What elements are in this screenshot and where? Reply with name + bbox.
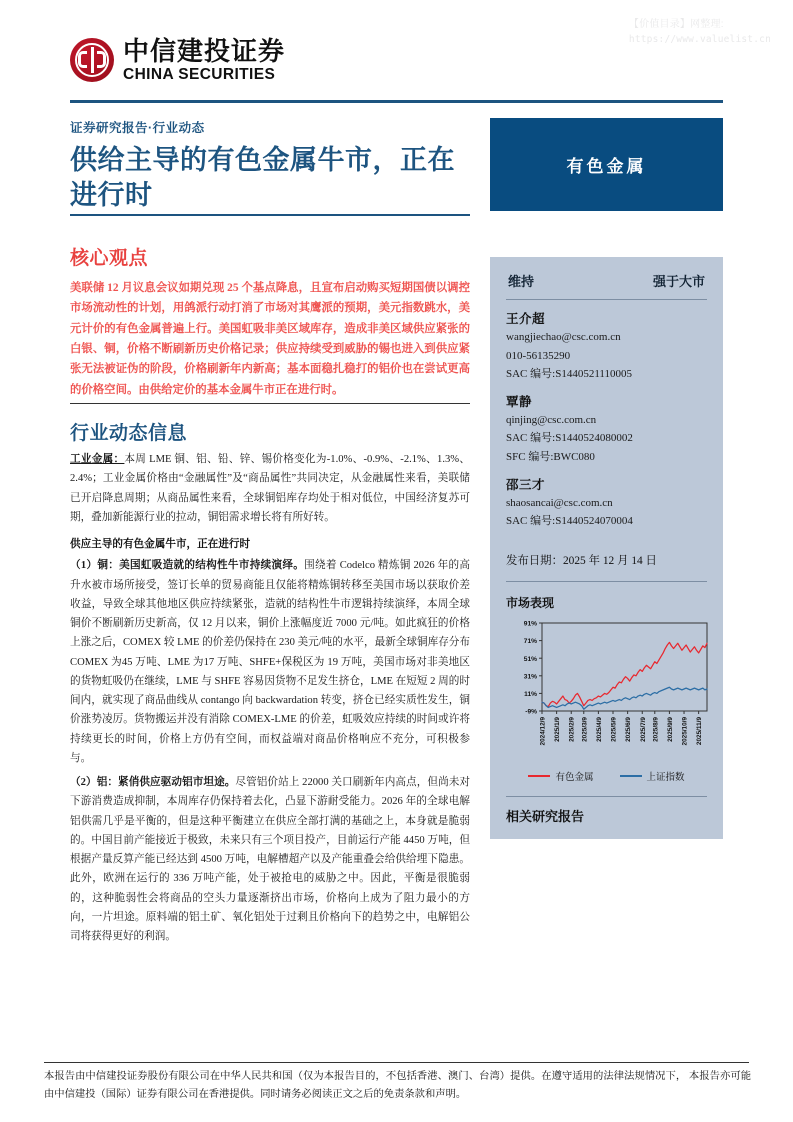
svg-text:2025/7/9: 2025/7/9 — [639, 716, 647, 742]
svg-text:2025/4/9: 2025/4/9 — [595, 716, 603, 742]
analyst-phone: 010-56135290 — [506, 349, 571, 362]
rating-row — [506, 267, 707, 299]
svg-text:2025/6/9: 2025/6/9 — [625, 716, 633, 742]
aluminum-paragraph — [70, 773, 470, 946]
footer-disclaimer — [44, 1068, 751, 1103]
legend-label-0: 有色金属 — [555, 771, 594, 783]
watermark-line-2: https://www.valuelist.cn — [628, 33, 771, 45]
panel-divider-3 — [506, 796, 707, 797]
market-performance-title: 市场表现 — [506, 595, 555, 610]
svg-text:2025/1/9: 2025/1/9 — [554, 716, 562, 742]
report-kicker: 证券研究报告·行业动态 — [70, 121, 205, 135]
copper-text: 围绕着 Codelco 精炼铜 2026 年的高升水被市场所接受，签订长单的贸易商能且仅能将精炼铜转移至美国市场以获取价差收益，导致全球其他地区供应持续紧张，造就的结构性牛市逻辑持续演绎，本周全球铜价不断刷新历史新高，仅 12 月以来，铜价上涨幅度近 7000 元/吨。如此疯狂的价格上涨之后，COMEX 较 LME 的价差仍保持在 230 美元/吨的水平，最新全球铜库存分布 COMEX 为45 万吨、LME 为17 万吨、SHFE+保税区为 19 万吨，美国市场对非美地区的货物虹吸仍在继续，LME 与 SHFE 容易因货物不足发生挤仓，LME 在短短 2 周的时间内，就实现了商品曲线从 contango 向 backwardation 转变，挤仓已经实质性发生，铜价涨势凌厉。货物搬运并没有消除 COMEX-LME 的价差，虹吸效应持续的时间或许将持续更长的时间，价格上方仍有空间，而权益端对商品价格响应不充分，可积极参与。 — [70, 560, 470, 764]
aluminum-lead: （2）铝：紧俏供应驱动铝市坦途。 — [70, 777, 236, 789]
panel-divider-2 — [506, 581, 707, 582]
svg-text:2025/5/9: 2025/5/9 — [610, 716, 618, 742]
analyst-block — [506, 392, 707, 466]
sidebar-column — [490, 118, 723, 839]
rating-action: 维持 — [508, 274, 535, 289]
svg-text:11%: 11% — [524, 690, 537, 698]
analyst-sac: SAC 编号:S1440521110005 — [506, 368, 633, 381]
copper-lead: （1）铜：美国虹吸造就的结构性牛市持续演绎。 — [70, 560, 305, 572]
svg-text:91%: 91% — [523, 620, 537, 628]
watermark — [629, 18, 771, 46]
related-reports-title: 相关研究报告 — [506, 808, 585, 824]
footer-line-2: 本报告亦可能由中信建投（国际）证券有限公司在香港提供。同时请务必阅读正文之后的免责条款和声明。 — [44, 1071, 751, 1100]
industrial-metals-text: 本周 LME 铜、铝、铅、锌、锡价格变化为-1.0%、-0.9%、-2.1%、1.3%、2.4%；工业金属价格由“金融属性”及“商品属性”共同决定，从金融属性来看，美联储已开启降息周期；从商品属性来看，全球铜铝库存均处于相对低位，中国经济复苏可期，叠加新能源行业的拉动，铜铝需求增长将有所好转。 — [70, 454, 471, 523]
analyst-block — [506, 475, 707, 530]
page-title: 供给主导的有色金属牛市，正在进行时 — [70, 145, 455, 210]
company-logo — [70, 38, 285, 83]
footer-line-1: 本报告由中信建投证券股份有限公司在中华人民共和国（仅为本报告目的，不包括香港、澳门、台湾）提供。在遵守适用的法律法规情况下， — [44, 1071, 687, 1082]
analyst-name: 邵三才 — [506, 477, 546, 492]
publish-date-value: 2025 年 12 月 14 日 — [562, 554, 657, 567]
core-view-body: 美联储 12 月议息会议如期兑现 25 个基点降息，且宣布启动购买短期国债以调控市场流动性的计划，用鸽派行动打消了市场对其鹰派的预期，美元指数跳水，美元计价的有色金属普遍上行。美国虹吸非美区域库存，造成非美区域供应紧张的白银、铜，价格不断刷新历史价格记录；供应持续受到威胁的锡也进入到供应紧张无法被证伪的阶段，价格刷新年内新高；基本面稳扎稳打的铝价也在尝试更高的价格空间。由供给定价的基本金属牛市正在进行时。 — [70, 282, 470, 396]
analyst-email[interactable]: wangjiechao@csc.com.cn — [506, 331, 621, 343]
chart-legend — [506, 769, 707, 783]
market-performance-chart — [506, 617, 707, 767]
industrial-metals-paragraph — [70, 450, 470, 527]
analyst-sfc: SFC 编号:BWC080 — [506, 451, 595, 464]
svg-text:2025/10/9: 2025/10/9 — [681, 716, 689, 746]
supply-led-subheading: 供应主导的有色金属牛市，正在进行时 — [70, 539, 251, 551]
industry-news-heading: 行业动态信息 — [70, 423, 188, 445]
svg-text:2025/2/9: 2025/2/9 — [568, 716, 576, 742]
svg-text:2025/9/9: 2025/9/9 — [666, 716, 674, 742]
legend-item-0 — [528, 769, 593, 783]
aluminum-text: 尽管铝价站上 22000 关口刷新年内高点，但尚未对下游消费造成抑制，本周库存仍保持着去化，凸显下游耐受能力。2026 年的全球电解铝供需几乎是平衡的，但是这种平衡建立在供应全部打满的基础之上，本身就是脆弱的。中国目前产能接近于极致，未来只有三个项目投产，目前运行产能 4450 万吨，但根据产量反算产能已经达到 4500 万吨，电解槽超产以及产能重叠会给供给埋下隐患。此外，欧洲在运行的 336 万吨产能，处于被抢电的威胁之中。因此，平衡是很脆弱的，这种脆弱性会将商品的空头力量逐渐挤出市场，价格向上成为了阻力最小的方向，一片坦途。原料端的铝土矿、氧化铝处于过剩且价格向下的趋势之中，电解铝公司将获得更好的利润。 — [70, 777, 471, 943]
svg-text:71%: 71% — [523, 638, 537, 646]
title-divider — [70, 214, 470, 216]
watermark-line-1: 【价值目录】网整理: — [628, 19, 724, 30]
analyst-name: 覃静 — [506, 394, 533, 409]
publish-date — [506, 552, 707, 568]
analyst-sac: SAC 编号:S1440524070004 — [506, 515, 633, 528]
core-view-divider — [70, 403, 470, 404]
performance-line-chart — [506, 617, 711, 769]
header-divider — [70, 100, 723, 103]
sector-banner: 有色金属 — [490, 118, 723, 211]
svg-text:-9%: -9% — [525, 708, 537, 716]
logo-chinese-name: 中信建投证券 — [123, 36, 286, 66]
footer-divider — [44, 1062, 749, 1063]
info-panel — [490, 257, 723, 839]
svg-text:2025/3/9: 2025/3/9 — [581, 716, 589, 742]
svg-text:51%: 51% — [523, 655, 537, 663]
analyst-block — [506, 309, 707, 383]
analyst-email[interactable]: qinjing@csc.com.cn — [506, 413, 597, 426]
analyst-name: 王介超 — [506, 312, 546, 326]
core-view-heading: 核心观点 — [70, 248, 149, 270]
analyst-email[interactable]: shaosancai@csc.com.cn — [506, 496, 613, 509]
industrial-metals-lead: 工业金属： — [70, 454, 125, 466]
legend-swatch-blue — [620, 775, 642, 777]
legend-swatch-red — [528, 775, 550, 777]
legend-item-1 — [620, 769, 685, 783]
legend-label-1: 上证指数 — [646, 771, 685, 783]
logo-english-name: CHINA SECURITIES — [123, 66, 276, 83]
svg-text:2025/11/9: 2025/11/9 — [696, 716, 704, 745]
copper-paragraph — [70, 556, 470, 768]
publish-date-label: 发布日期： — [506, 554, 563, 567]
main-content-column — [70, 118, 470, 947]
rating-value: 强于大市 — [652, 274, 705, 289]
panel-divider-1 — [506, 299, 707, 300]
csc-logo-icon — [70, 38, 114, 82]
svg-text:31%: 31% — [523, 673, 537, 681]
svg-text:2025/8/9: 2025/8/9 — [652, 716, 660, 742]
analyst-sac: SAC 编号:S1440524080002 — [506, 432, 633, 445]
svg-text:2024/12/9: 2024/12/9 — [539, 716, 547, 746]
